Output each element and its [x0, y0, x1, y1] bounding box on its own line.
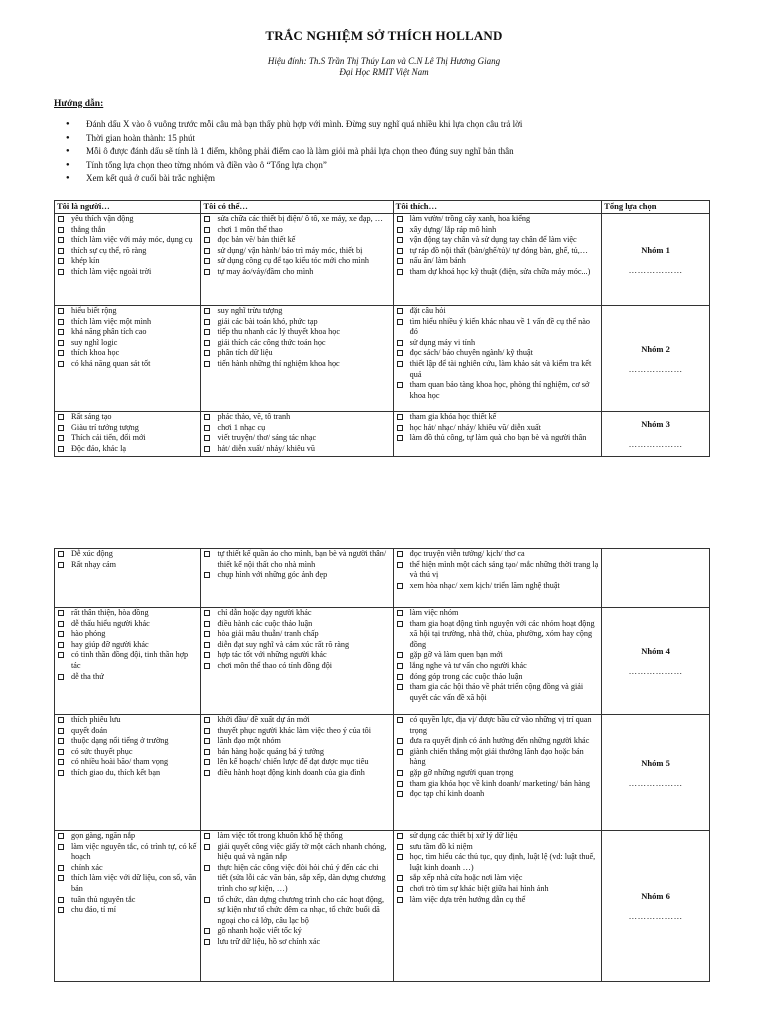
checkbox-item[interactable]: giải các bài toán khó, phức tạp: [203, 317, 390, 328]
checkbox-item[interactable]: chơi 1 môn thể thao: [203, 225, 390, 236]
checkbox-item[interactable]: đặt câu hỏi: [396, 306, 600, 317]
checkbox-item[interactable]: đọc tạp chí kinh doanh: [396, 789, 600, 800]
checkbox-item[interactable]: vận động tay chân và sử dụng tay chân để làm việc: [396, 235, 600, 246]
checkbox-item[interactable]: chơi môn thể thao có tính đồng đội: [203, 661, 390, 672]
checkbox-item[interactable]: tiếp thu nhanh các lý thuyết khoa học: [203, 327, 390, 338]
total-field[interactable]: ………………: [628, 363, 683, 374]
checkbox-item[interactable]: làm việc nguyên tắc, có trình tự, có kế hoạch: [57, 842, 198, 863]
group-4-col2: [201, 608, 393, 715]
header-i-am: Tôi là người…: [55, 201, 201, 214]
guide-list: [66, 118, 522, 186]
checkbox-item[interactable]: chu đáo, tỉ mỉ: [57, 905, 198, 916]
checkbox-item[interactable]: hay giúp đỡ người khác: [57, 640, 198, 651]
checkbox-item[interactable]: có quyền lực, địa vị/ được bầu cử vào những vị trí quan trọng: [396, 715, 600, 736]
total-field[interactable]: ………………: [628, 264, 683, 275]
checkbox-item[interactable]: có khả năng quan sát tốt: [57, 359, 198, 370]
checkbox-list: [203, 715, 390, 779]
checkbox-item[interactable]: đọc sách/ báo chuyên ngành/ kỹ thuật: [396, 348, 600, 359]
group-3-total: [602, 412, 710, 457]
checkbox-list: [57, 715, 198, 779]
checkbox-item[interactable]: tự thiết kế quần áo cho mình, bạn bè và người thân/ thiết kế nội thất cho nhà mình: [203, 549, 390, 570]
group-row-1: [55, 214, 710, 306]
group-3-col1: [55, 412, 201, 457]
checkbox-item[interactable]: làm việc dựa trên hướng dẫn cụ thể: [396, 895, 600, 906]
checkbox-item[interactable]: chơi 1 nhạc cụ: [203, 423, 390, 434]
checkbox-item[interactable]: tham gia khóa học thiết kế: [396, 412, 600, 423]
guide-item: ● Tính tổng lựa chọn theo từng nhóm và điền vào ô “Tổng lựa chọn”: [66, 159, 522, 173]
checkbox-item[interactable]: thuộc dạng nổi tiếng ở trường: [57, 736, 198, 747]
checkbox-item[interactable]: bán hàng hoặc quảng bá ý tưởng: [203, 747, 390, 758]
checkbox-item[interactable]: tham gia các hội thảo về phát triển cộng đồng và giải quyết các vấn đề xã hội: [396, 682, 600, 703]
checkbox-item[interactable]: tự ráp đồ nội thất (bàn/ghế/tủ)/ tự đóng bàn, ghế, tủ,…: [396, 246, 600, 257]
checkbox-list: [396, 306, 600, 401]
checkbox-item[interactable]: viết truyện/ thơ/ sáng tác nhạc: [203, 433, 390, 444]
checkbox-item[interactable]: có sức thuyết phục: [57, 747, 198, 758]
checkbox-item[interactable]: đọc bản vẽ/ bản thiết kế: [203, 235, 390, 246]
checkbox-item[interactable]: Rất sáng tạo: [57, 412, 198, 423]
university-line: Đại Học RMIT Việt Nam: [339, 67, 429, 77]
checkbox-item[interactable]: gặp gỡ và làm quen bạn mới: [396, 650, 600, 661]
checkbox-item[interactable]: hòa giải mâu thuẫn/ tranh chấp: [203, 629, 390, 640]
checkbox-item[interactable]: Rất nhạy cảm: [57, 560, 198, 571]
checkbox-list: [57, 608, 198, 682]
checkbox-item[interactable]: diễn đạt suy nghĩ và cảm xúc rất rõ ràng: [203, 640, 390, 651]
checkbox-item[interactable]: suy nghĩ logic: [57, 338, 198, 349]
checkbox-item[interactable]: học, tìm hiểu các thủ tục, quy định, luật lệ (vd: luật thuế, luật kinh doanh …): [396, 852, 600, 873]
checkbox-item[interactable]: chỉ dẫn hoặc dạy người khác: [203, 608, 390, 619]
checkbox-list: [203, 549, 390, 581]
group-6-col1: [55, 831, 201, 982]
checkbox-item[interactable]: dễ thấu hiểu người khác: [57, 619, 198, 630]
checkbox-item[interactable]: xem hòa nhạc/ xem kịch/ triển lãm nghệ thuật: [396, 581, 600, 592]
guide-item: ● Thời gian hoàn thành: 15 phút: [66, 132, 522, 146]
group-4-col3: [393, 608, 602, 715]
checkbox-item[interactable]: thích làm việc ngoài trời: [57, 267, 198, 278]
checkbox-item[interactable]: thuyết phục người khác làm việc theo ý của tôi: [203, 726, 390, 737]
checkbox-item[interactable]: giành chiến thắng một giải thưởng lãnh đạo hoặc bán hàng: [396, 747, 600, 768]
checkbox-item[interactable]: sử dụng các thiết bị xử lý dữ liệu: [396, 831, 600, 842]
table-header-row: [55, 201, 710, 214]
checkbox-item[interactable]: thích sự cụ thể, rõ ràng: [57, 246, 198, 257]
checkbox-item[interactable]: đóng góp trong các cuộc thảo luận: [396, 672, 600, 683]
checkbox-item[interactable]: thích khoa học: [57, 348, 198, 359]
checkbox-list: [57, 412, 198, 454]
checkbox-list: [396, 608, 600, 703]
group-1-col3: [393, 214, 602, 306]
group-2-col3: [393, 306, 602, 412]
quiz-table-1: [54, 200, 710, 457]
group-3-col3: [393, 412, 602, 457]
checkbox-item[interactable]: lên kế hoạch/ chiến lược để đạt được mục tiêu: [203, 757, 390, 768]
checkbox-list: [203, 214, 390, 278]
group-name: Nhóm 2: [641, 343, 670, 354]
group-3-col2: [201, 412, 393, 457]
checkbox-item[interactable]: rất thân thiện, hòa đồng: [57, 608, 198, 619]
checkbox-list: [57, 831, 198, 916]
checkbox-item[interactable]: giải thích các công thức toán học: [203, 338, 390, 349]
checkbox-list: [57, 214, 198, 278]
checkbox-item[interactable]: tiến hành những thí nghiệm khoa học: [203, 359, 390, 370]
group-3-col1-cont: [55, 549, 201, 608]
checkbox-item[interactable]: dễ tha thứ: [57, 672, 198, 683]
checkbox-item[interactable]: điều hành các cuộc thảo luận: [203, 619, 390, 630]
checkbox-item[interactable]: tham gia khóa học về kinh doanh/ marketing/ bán hàng: [396, 779, 600, 790]
group-3-col2-cont: [201, 549, 393, 608]
group-1-col1: [55, 214, 201, 306]
header-total: Tổng lựa chọn: [602, 201, 710, 214]
guide-item: ● Mỗi ô được đánh dấu sẽ tính là 1 điểm, không phải điểm cao là làm giỏi mà phải lựa chọn theo đúng suy nghĩ bản thân: [66, 145, 522, 159]
group-4-col1: [55, 608, 201, 715]
checkbox-item[interactable]: hợp tác tốt với những người khác: [203, 650, 390, 661]
checkbox-item[interactable]: làm việc nhóm: [396, 608, 600, 619]
checkbox-item[interactable]: phân tích dữ liệu: [203, 348, 390, 359]
group-row-3: [55, 412, 710, 457]
checkbox-item[interactable]: lưu trữ dữ liệu, hồ sơ chính xác: [203, 937, 390, 948]
checkbox-list: [203, 412, 390, 454]
checkbox-item[interactable]: thích phiêu lưu: [57, 715, 198, 726]
checkbox-item[interactable]: lãnh đạo một nhóm: [203, 736, 390, 747]
editors-line: Hiệu đính: Th.S Trần Thị Thúy Lan và C.N Lê Thị Hương Giang: [267, 56, 501, 66]
group-row-5: [55, 715, 710, 831]
checkbox-item[interactable]: chơi trò tìm sự khác biệt giữa hai hình ảnh: [396, 884, 600, 895]
group-name: Nhóm 1: [641, 244, 670, 255]
checkbox-list: [396, 715, 600, 800]
group-row-4: [55, 608, 710, 715]
group-4-total: [602, 608, 710, 715]
group-5-col3: [393, 715, 602, 831]
checkbox-item[interactable]: Giàu trí tưởng tượng: [57, 423, 198, 434]
checkbox-list: [203, 306, 390, 370]
checkbox-list: [57, 306, 198, 370]
checkbox-item[interactable]: sử dụng/ vận hành/ bảo trì máy móc, thiết bị: [203, 246, 390, 257]
checkbox-item[interactable]: quyết đoán: [57, 726, 198, 737]
checkbox-item[interactable]: chụp hình với những góc ảnh đẹp: [203, 570, 390, 581]
checkbox-item[interactable]: sắp xếp nhà cửa hoặc nơi làm việc: [396, 873, 600, 884]
quiz-table-2: [54, 548, 710, 982]
checkbox-item[interactable]: làm việc tốt trong khuôn khổ hệ thống: [203, 831, 390, 842]
checkbox-item[interactable]: sửa chữa các thiết bị điện/ ô tô, xe máy, xe đạp, …: [203, 214, 390, 225]
checkbox-item[interactable]: sưu tầm đồ kỉ niệm: [396, 842, 600, 853]
checkbox-item[interactable]: khả năng phân tích cao: [57, 327, 198, 338]
checkbox-item[interactable]: Thích cải tiến, đổi mới: [57, 433, 198, 444]
checkbox-item[interactable]: đọc truyện viễn tưởng/ kịch/ thơ ca: [396, 549, 600, 560]
checkbox-item[interactable]: Độc đáo, khác lạ: [57, 444, 198, 455]
group-row-2: [55, 306, 710, 412]
checkbox-list: [396, 831, 600, 905]
total-field[interactable]: ………………: [628, 777, 683, 788]
checkbox-list: [203, 831, 390, 948]
checkbox-item[interactable]: khép kín: [57, 256, 198, 267]
group-3-col3-cont: [393, 549, 602, 608]
checkbox-item[interactable]: chính xác: [57, 863, 198, 874]
checkbox-item[interactable]: sử dụng máy vi tính: [396, 338, 600, 349]
group-2-total: [602, 306, 710, 412]
group-2-col1: [55, 306, 201, 412]
group-2-col2: [201, 306, 393, 412]
total-field[interactable]: ………………: [628, 911, 683, 921]
checkbox-item[interactable]: hào phóng: [57, 629, 198, 640]
checkbox-item[interactable]: làm đồ thủ công, tự làm quà cho bạn bè và người thân: [396, 433, 600, 444]
group-5-col1: [55, 715, 201, 831]
checkbox-item[interactable]: thích giao du, thích kết bạn: [57, 768, 198, 779]
checkbox-item[interactable]: tuân thủ nguyên tắc: [57, 895, 198, 906]
checkbox-item[interactable]: tìm hiểu nhiều ý kiến khác nhau về 1 vấn đề cụ thể nào đó: [396, 317, 600, 338]
group-name: Nhóm 5: [641, 757, 670, 768]
checkbox-item[interactable]: thực hiện các công việc đòi hỏi chú ý đến các chi tiết (sửa lỗi các văn bản, sắp xếp, dàn dựng chương trình cho sự kiện, …): [203, 863, 390, 895]
checkbox-list: [203, 608, 390, 672]
group-6-total: [602, 831, 710, 982]
group-1-col2: [201, 214, 393, 306]
header-i-like: Tôi thích…: [393, 201, 602, 214]
checkbox-item[interactable]: hiểu biết rộng: [57, 306, 198, 317]
checkbox-item[interactable]: có tinh thần đồng đội, tinh thần hợp tác: [57, 650, 198, 671]
group-6-col2: [201, 831, 393, 982]
checkbox-item[interactable]: tham gia hoạt động tình nguyện với các nhóm hoạt động xã hội tại trường, nhà thờ, chùa, phường, xóm hay cộng đồng: [396, 619, 600, 651]
group-6-col3: [393, 831, 602, 982]
guide-heading: Hướng dẫn:: [54, 99, 104, 109]
checkbox-item[interactable]: phác thảo, vẽ, tô tranh: [203, 412, 390, 423]
guide-item: ● Xem kết quả ở cuối bài trắc nghiệm: [66, 172, 522, 186]
checkbox-item[interactable]: học hát/ nhạc/ nhảy/ khiêu vũ/ diễn xuất: [396, 423, 600, 434]
checkbox-item[interactable]: khởi đầu/ đề xuất dự án mới: [203, 715, 390, 726]
checkbox-item[interactable]: gặp gỡ những người quan trọng: [396, 768, 600, 779]
guide-item: ● Đánh dấu X vào ô vuông trước mỗi câu mà bạn thấy phù hợp với mình. Đừng suy nghĩ quá nhiều khi lựa chọn câu trả lời: [66, 118, 522, 132]
checkbox-item[interactable]: yêu thích vận động: [57, 214, 198, 225]
checkbox-item[interactable]: đưa ra quyết định có ảnh hưởng đến những người khác: [396, 736, 600, 747]
checkbox-list: [396, 412, 600, 444]
checkbox-item[interactable]: xây dựng/ lắp ráp mô hình: [396, 225, 600, 236]
group-row-3-continued: [55, 549, 710, 608]
checkbox-item[interactable]: gọn gàng, ngăn nắp: [57, 831, 198, 842]
group-row-6: [55, 831, 710, 982]
checkbox-item[interactable]: suy nghĩ trừu tượng: [203, 306, 390, 317]
checkbox-item[interactable]: tham quan bảo tàng khoa học, phòng thí nghiệm, cơ sở khoa học: [396, 380, 600, 401]
checkbox-item[interactable]: Dễ xúc động: [57, 549, 198, 560]
checkbox-item[interactable]: tham dự khoá học kỹ thuật (điện, sửa chữa máy móc...): [396, 267, 600, 278]
header-i-can: Tôi có thể…: [201, 201, 393, 214]
checkbox-item[interactable]: gõ nhanh hoặc viết tốc ký: [203, 926, 390, 937]
checkbox-list: [396, 214, 600, 278]
checkbox-item[interactable]: giải quyết công việc giấy tờ một cách nhanh chóng, hiệu quả và ngăn nắp: [203, 842, 390, 863]
checkbox-item[interactable]: có nhiều hoài bão/ tham vọng: [57, 757, 198, 768]
group-5-col2: [201, 715, 393, 831]
group-1-total: [602, 214, 710, 306]
checkbox-item[interactable]: thích làm việc với máy móc, dụng cụ: [57, 235, 198, 246]
group-5-total: [602, 715, 710, 831]
total-field[interactable]: ………………: [628, 666, 683, 676]
checkbox-item[interactable]: lắng nghe và tư vấn cho người khác: [396, 661, 600, 672]
checkbox-item[interactable]: hát/ diễn xuất/ nhảy/ khiêu vũ: [203, 444, 390, 455]
checkbox-item[interactable]: nấu ăn/ làm bánh: [396, 256, 600, 267]
checkbox-list: [396, 549, 600, 591]
group-name: Nhóm 3: [641, 419, 670, 429]
checkbox-item[interactable]: thích làm việc một mình: [57, 317, 198, 328]
checkbox-list: [57, 549, 198, 570]
checkbox-item[interactable]: tổ chức, dàn dựng chương trình cho các hoạt động, sự kiện như tổ chức đêm ca nhạc, tổ chức buổi dã ngoại cho cả lớp, câu lạc bộ: [203, 895, 390, 927]
group-3-total-cont: [602, 549, 710, 608]
group-name: Nhóm 4: [641, 646, 670, 656]
checkbox-item[interactable]: thiết lập để tài nghiên cứu, làm khảo sát và kiểm tra kết quả: [396, 359, 600, 380]
page-title: TRẮC NGHIỆM SỞ THÍCH HOLLAND: [265, 28, 503, 43]
checkbox-item[interactable]: thể hiện mình một cách sáng tạo/ mắc những thời trang lạ và thú vị: [396, 560, 600, 581]
checkbox-item[interactable]: thích làm việc với dữ liệu, con số, văn bản: [57, 873, 198, 894]
total-field[interactable]: ………………: [628, 439, 683, 449]
checkbox-item[interactable]: điều hành hoạt động kinh doanh của gia đình: [203, 768, 390, 779]
checkbox-item[interactable]: thẳng thắn: [57, 225, 198, 236]
checkbox-item[interactable]: làm vườn/ trồng cây xanh, hoa kiểng: [396, 214, 600, 225]
group-name: Nhóm 6: [641, 891, 670, 901]
checkbox-item[interactable]: sử dụng công cụ để tạo kiểu tóc mới cho mình: [203, 256, 390, 267]
checkbox-item[interactable]: tự may áo/váy/đầm cho mình: [203, 267, 390, 278]
